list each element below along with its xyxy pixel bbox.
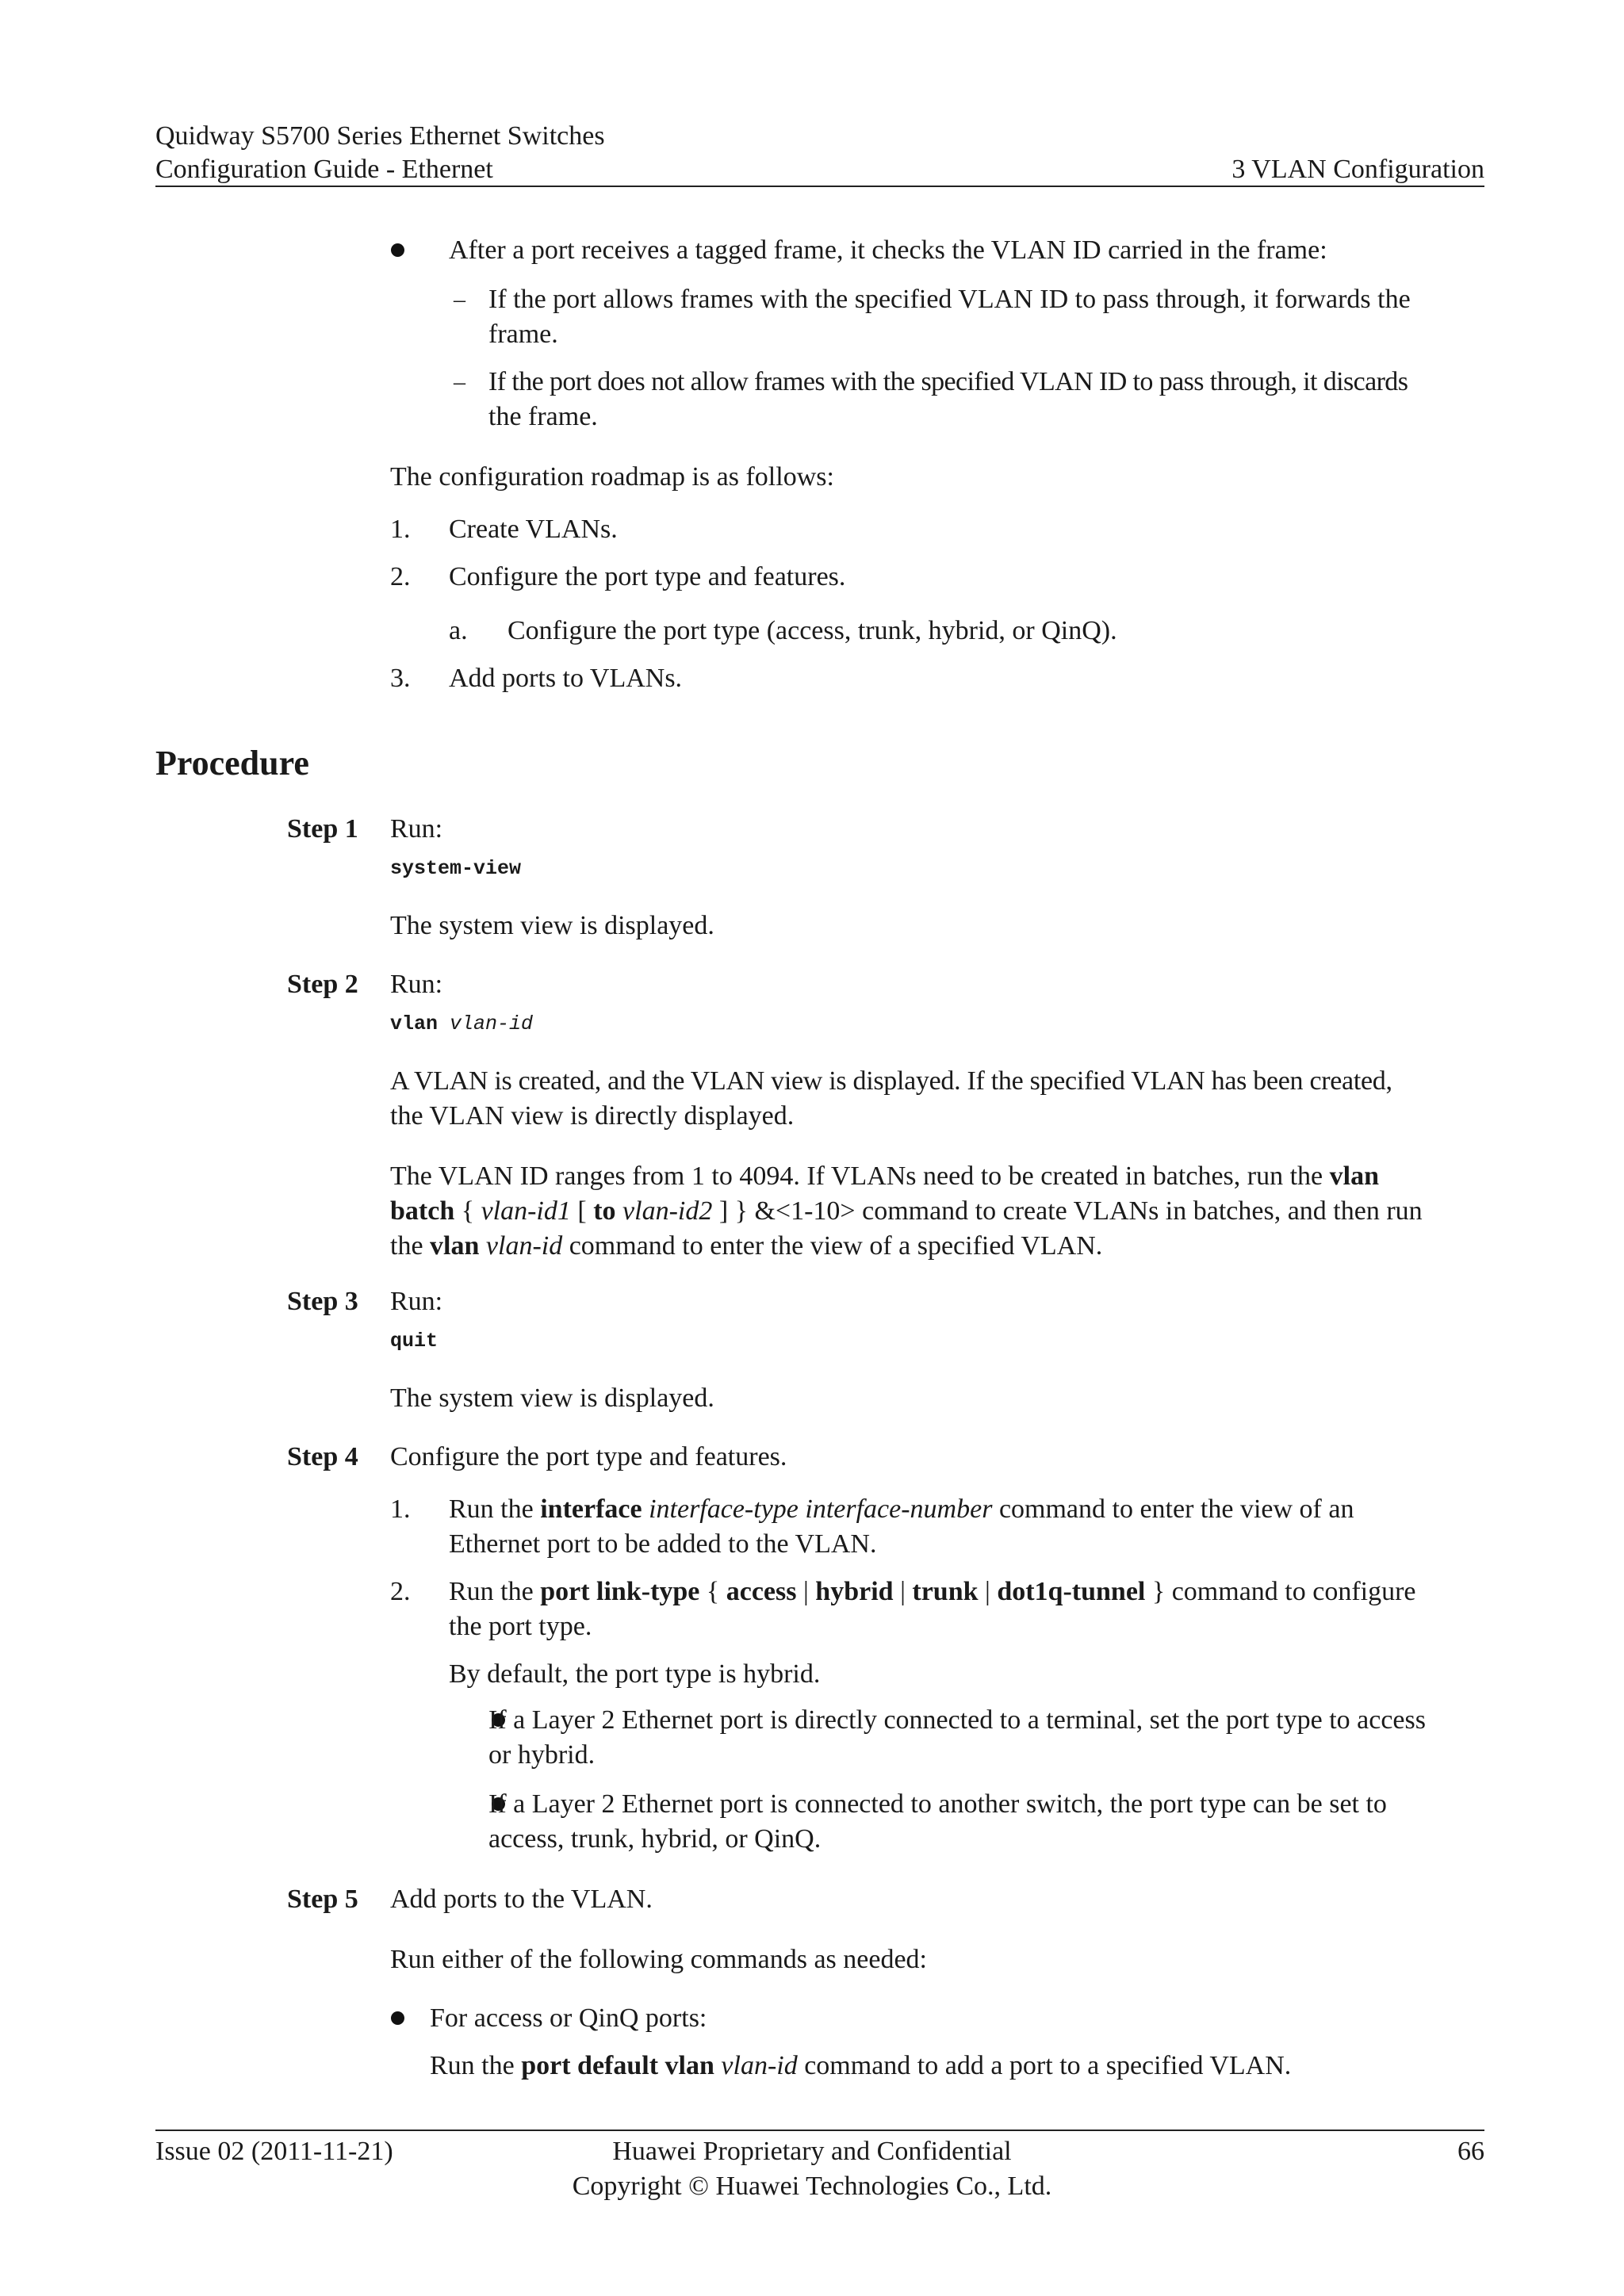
step-4-bullet1-line1: If a Layer 2 Ethernet port is directly connected to a terminal, set the port type to access [488, 1705, 1426, 1735]
bullet-icon [391, 243, 404, 257]
step-5-bullet: For access or QinQ ports: [430, 2003, 707, 2033]
intro-sub1-line2: frame. [488, 320, 558, 349]
step-4-item2-rest: } command to configure [1145, 1577, 1416, 1606]
step-4-item2-dot1q: dot1q-tunnel [997, 1577, 1146, 1606]
intro-sub2-line1: If the port does not allow frames with the specified VLAN ID to pass through, it discards [488, 367, 1408, 396]
step-1-label: Step 1 [287, 814, 358, 844]
step-4-intro: Configure the port type and features. [390, 1442, 787, 1471]
step-2-command-keyword: vlan [390, 1012, 439, 1035]
step-3-command: quit [390, 1330, 439, 1353]
step-5-vlanid: vlan-id [721, 2051, 798, 2080]
step-3-label: Step 3 [287, 1287, 358, 1316]
step-2-p2-vlanid: vlan-id [485, 1231, 563, 1261]
header-rule [155, 186, 1484, 187]
step-4-item1-num: 1. [390, 1494, 411, 1524]
roadmap-item-2: Configure the port type and features. [449, 562, 846, 591]
step-1-run: Run: [390, 814, 443, 844]
step-5-run-text: Run the [430, 2051, 522, 2080]
step-4-item1-space [642, 1494, 649, 1524]
roadmap-num-1: 1. [390, 515, 411, 544]
step-4-bullet1-line2: or hybrid. [488, 1740, 596, 1770]
step-4-item2-access: access [726, 1577, 797, 1606]
step-5-rest: command to add a port to a specified VLAN. [797, 2051, 1292, 2080]
step-2-p2-brace: { [454, 1196, 481, 1226]
header-title-line1: Quidway S5700 Series Ethernet Switches [155, 121, 605, 151]
dash-icon: – [454, 369, 465, 395]
step-1-desc: The system view is displayed. [390, 911, 714, 940]
step-3-desc: The system view is displayed. [390, 1383, 714, 1413]
footer-issue: Issue 02 (2011-11-21) [155, 2137, 393, 2166]
step-4-item2-num: 2. [390, 1577, 411, 1606]
step-4-bullet2-line1: If a Layer 2 Ethernet port is connected to another switch, the port type can be set to [488, 1789, 1387, 1819]
roadmap-item-3: Add ports to VLANs. [449, 664, 683, 693]
dash-icon: – [454, 286, 465, 312]
step-5-either: Run either of the following commands as needed: [390, 1945, 927, 1974]
step-2-command [390, 1012, 533, 1037]
header-chapter: 3 VLAN Configuration [1231, 155, 1484, 184]
step-2-p2-vlanid1: vlan-id1 [481, 1196, 571, 1226]
step-4-item1-line2: Ethernet port to be added to the VLAN. [449, 1529, 877, 1559]
bullet-icon [391, 2011, 404, 2025]
step-4-item2-line1 [449, 1575, 1416, 1609]
step-4-item2-sep1: | [796, 1577, 816, 1606]
step-5-port-default-vlan: port default vlan [521, 2051, 714, 2080]
roadmap-intro: The configuration roadmap is as follows: [390, 462, 834, 492]
step-4-item2-trunk: trunk [912, 1577, 979, 1606]
step-4-item2-brace: { [699, 1577, 726, 1606]
step-2-p2-line1 [390, 1159, 1379, 1194]
step-4-item2-line2: the port type. [449, 1612, 592, 1641]
procedure-heading: Procedure [155, 744, 309, 783]
footer-copyright: Copyright © Huawei Technologies Co., Ltd. [572, 2172, 1052, 2201]
step-4-item2-port-link-type: port link-type [540, 1577, 700, 1606]
step-2-p2-vlanid2: vlan-id2 [622, 1196, 713, 1226]
step-4-item1-rest: command to enter the view of an [992, 1494, 1354, 1524]
step-4-default: By default, the port type is hybrid. [449, 1659, 821, 1689]
step-2-label: Step 2 [287, 970, 358, 999]
step-2-p2-rest: ] } &<1-10> command to create VLANs in batches, and then run [712, 1196, 1423, 1226]
step-2-command-arg: vlan-id [450, 1012, 534, 1035]
intro-sub2-line2: the frame. [488, 402, 598, 431]
step-2-run: Run: [390, 970, 443, 999]
step-4-item1-args: interface-type interface-number [649, 1494, 993, 1524]
step-2-p2-text: The VLAN ID ranges from 1 to 4094. If VLANs need to be created in batches, run the [390, 1161, 1330, 1191]
step-2-p2-bracket: [ [570, 1196, 594, 1226]
step-1-command: system-view [390, 857, 522, 880]
step-2-p2-vlan2: vlan [430, 1231, 480, 1261]
step-4-item2-run: Run the [449, 1577, 541, 1606]
step-5-label: Step 5 [287, 1885, 358, 1914]
step-4-item2-hybrid: hybrid [815, 1577, 894, 1606]
step-5-intro: Add ports to the VLAN. [390, 1885, 653, 1914]
roadmap-num-3: 3. [390, 664, 411, 693]
step-4-item2-sep2: | [893, 1577, 913, 1606]
footer-rule [155, 2130, 1484, 2131]
step-4-label: Step 4 [287, 1442, 358, 1471]
step-4-item1-line1 [449, 1492, 1354, 1527]
step-2-p2-space [616, 1196, 623, 1226]
step-3-run: Run: [390, 1287, 443, 1316]
step-5-run-line [430, 2049, 1291, 2084]
step-2-p2-the: the [390, 1231, 431, 1261]
header-title-line2: Configuration Guide - Ethernet [155, 155, 493, 184]
step-2-p2-vlan: vlan [1329, 1161, 1379, 1191]
footer-page-number: 66 [1457, 2137, 1484, 2166]
step-2-p2-line2 [390, 1194, 1423, 1229]
roadmap-num-a: a. [449, 616, 468, 645]
intro-sub1-line1: If the port allows frames with the specified VLAN ID to pass through, it forwards the [488, 285, 1411, 314]
intro-bullet-text: After a port receives a tagged frame, it checks the VLAN ID carried in the frame: [449, 235, 1327, 265]
step-2-p1-line2: the VLAN view is directly displayed. [390, 1101, 795, 1131]
step-4-item1-run: Run the [449, 1494, 541, 1524]
step-2-p1-line1: A VLAN is created, and the VLAN view is displayed. If the specified VLAN has been created, [390, 1066, 1392, 1096]
step-4-item2-sep3: | [978, 1577, 998, 1606]
step-4-item1-interface: interface [540, 1494, 642, 1524]
step-4-bullet2-line2: access, trunk, hybrid, or QinQ. [488, 1824, 822, 1854]
roadmap-item-1: Create VLANs. [449, 515, 618, 544]
step-2-p2-line3 [390, 1229, 1102, 1264]
step-2-p2-end: command to enter the view of a specified VLAN. [562, 1231, 1103, 1261]
roadmap-item-a: Configure the port type (access, trunk, hybrid, or QinQ). [508, 616, 1117, 645]
roadmap-num-2: 2. [390, 562, 411, 591]
footer-confidential: Huawei Proprietary and Confidential [612, 2137, 1012, 2166]
step-2-p2-space2 [479, 1231, 486, 1261]
step-2-p2-batch: batch [390, 1196, 455, 1226]
step-2-p2-to: to [593, 1196, 616, 1226]
